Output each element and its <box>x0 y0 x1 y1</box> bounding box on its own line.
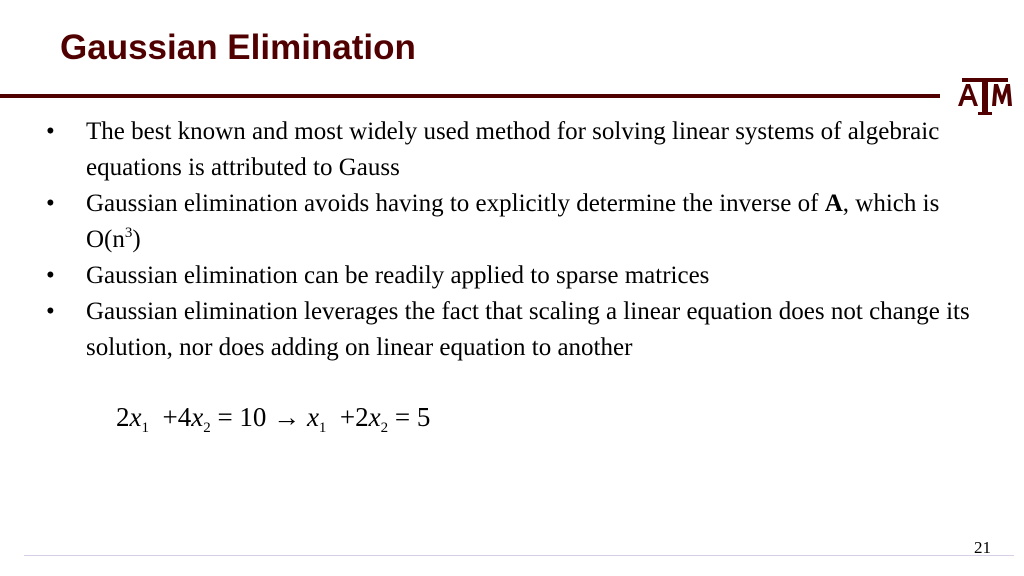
footer-divider <box>24 555 1014 556</box>
eq-subscript: 1 <box>141 420 149 436</box>
bullet-text: Gaussian elimination avoids having to explicitly determine the inverse of <box>86 190 825 217</box>
bullet-item <box>40 114 980 186</box>
bullet-item <box>40 294 980 366</box>
eq-variable: x <box>129 402 142 432</box>
eq-arrow: → <box>273 402 301 432</box>
page-number: 21 <box>974 538 991 557</box>
eq-term: +4 <box>162 402 192 432</box>
matrix-symbol: A <box>824 190 843 217</box>
exponent: 3 <box>124 225 133 241</box>
bullet-text: Gaussian elimination leverages the fact that scaling a linear equation does not change its solution, nor does adding on linear equation to another <box>86 298 970 361</box>
eq-subscript: 2 <box>203 420 211 436</box>
bullet-item <box>40 186 980 258</box>
bullet-list <box>40 114 980 366</box>
bullet-text: , which is O(n <box>86 190 940 253</box>
bullet-marker: • <box>46 118 55 145</box>
eq-subscript: 2 <box>380 420 389 436</box>
equation <box>116 402 431 436</box>
eq-equals: = 10 <box>217 402 267 432</box>
bullet-text: Gaussian elimination can be readily applied to sparse matrices <box>86 262 710 289</box>
bullet-item <box>40 258 980 294</box>
bullet-marker: • <box>46 298 55 325</box>
title-divider <box>0 94 940 98</box>
eq-variable: x <box>191 402 204 432</box>
eq-subscript: 1 <box>318 420 327 436</box>
bullet-text: The best known and most widely used method for solving linear systems of algebraic equations is attributed to Gauss <box>86 118 940 181</box>
slide-title: Gaussian Elimination <box>60 28 416 67</box>
bullet-text: ) <box>132 226 141 253</box>
bullet-marker: • <box>46 190 55 217</box>
eq-equals: = 5 <box>394 402 431 432</box>
bullet-marker: • <box>46 262 55 289</box>
eq-term: +2 <box>339 402 369 432</box>
eq-coefficient: 2 <box>116 402 130 432</box>
eq-variable: x <box>368 402 381 432</box>
tamu-logo-icon <box>956 76 1014 118</box>
eq-variable: x <box>306 402 319 432</box>
